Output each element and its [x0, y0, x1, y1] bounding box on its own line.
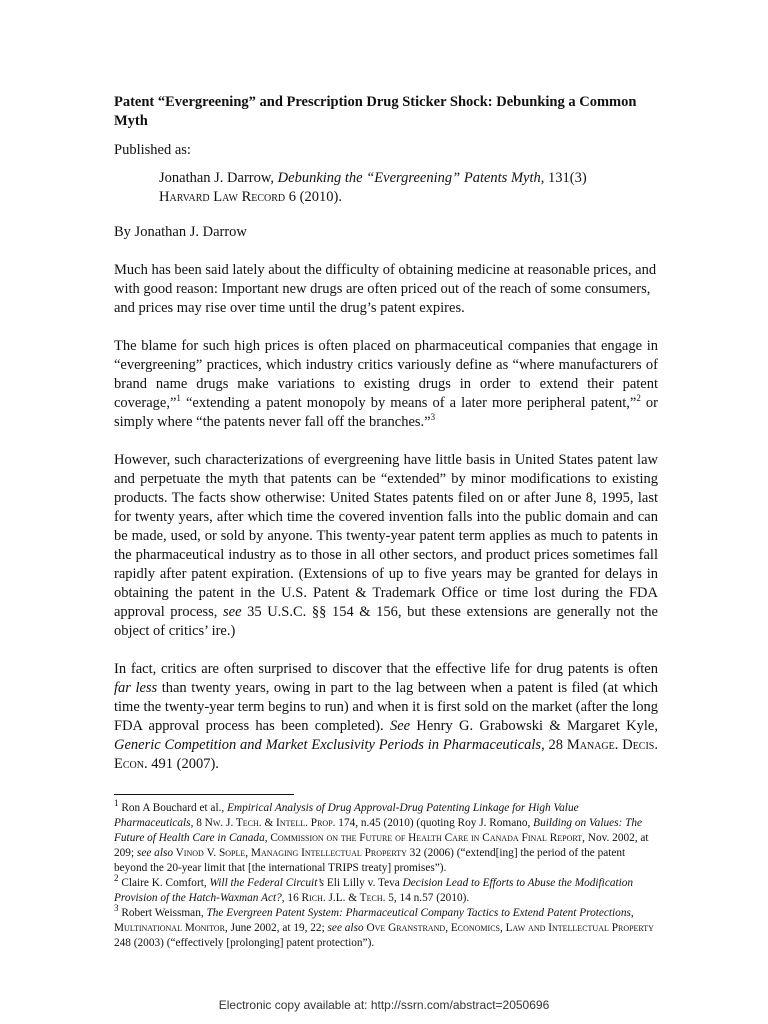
footnote-divider	[114, 794, 294, 795]
paragraph-1: Much has been said lately about the difficulty of obtaining medicine at reasonable prices, and with good reason: Important new drugs are often priced out of the reach of some consumers, and prices may rise over time until the drug’s patent expires.	[114, 262, 657, 316]
ssrn-footer: Electronic copy available at: http://ssrn.com/abstract=2050696	[218, 998, 550, 1012]
footnote-ref-3[interactable]: 3	[430, 412, 436, 423]
paragraph-2: The blame for such high prices is often placed on pharmaceutical companies that engage in “evergreening” practices, which industry critics variously define as “where manufacturers of brand name drugs make variations to existing drugs in order to extend their patent coverage,”$^1$ “extending a patent monopoly by means of a later more peripheral patent,”$^2$ or simply where “the patents never fall off the branches.”$^3$	[114, 338, 658, 430]
document-page	[114, 93, 658, 951]
paper-title: Patent “Evergreening” and Prescription Drug Sticker Shock: Debunking a Common Myth	[114, 94, 637, 129]
citation: Jonathan J. Darrow, Debunking the “Evergreening” Patents Myth, 131(3) Harvard Law Record 6 (2010).	[159, 170, 587, 205]
published-label: Published as:	[114, 142, 191, 158]
paragraph-4: In fact, critics are often surprised to discover that the effective life for drug patents is often far less than twenty years, owing in part to the lag between when a patent is filed (at which time the twenty-year term begins to run) and when it is first sold on the market (after the long FDA approval process has been completed). See Henry G. Grabowski & Margaret Kyle, Generic Competition and Market Exclusivity Periods in Pharmaceuticals, 28 Manage. Decis. Econ. 491 (2007).	[114, 661, 659, 772]
byline: By Jonathan J. Darrow	[114, 224, 247, 240]
footnote-ref-1[interactable]: 1	[176, 393, 181, 404]
footnote-ref-2[interactable]: 2	[636, 393, 641, 404]
footnote-3: $^3$ Robert Weissman, The Evergreen Patent System: Pharmaceutical Company Tactics to Extend Patent Protections, Multinational Monitor, June 2002, at 19, 22; see also Ove Granstrand, Economics, Law and Intellectual Property 248 (2003) (“effectively [prolonging] patent protection”).	[114, 903, 654, 949]
footnote-1: $^1$ Ron A Bouchard et al., Empirical Analysis of Drug Approval-Drug Patenting Linkage for High Value Pharmaceuticals, 8 Nw. J. Tech. & Intell. Prop. 174, n.45 (2010) (quoting Roy J. Romano, Building on Values: The Future of Health Care in Canada, Commission on the Future of Health Care in Canada Final Report, Nov. 2002, at 209; see also Vinod V. Sople, Managing Intellectual Property 32 (2006) (“extend[ing] the period of the patent beyond the 20-year limit that [the international TRIPS treaty] promises”).	[114, 798, 649, 874]
footnote-2: $^2$ Claire K. Comfort, Will the Federal Circuit’s Eli Lilly v. Teva Decision Lead to Efforts to Abuse the Modification Provision of the Hatch-Waxman Act?, 16 Rich. J.L. & Tech. 5, 14 n.57 (2010).	[114, 873, 634, 904]
paragraph-3: However, such characterizations of evergreening have little basis in United States patent law and perpetuate the myth that patents can be “extended” by minor modifications to existing products. The facts show otherwise: United States patents filed on or after June 8, 1995, last for twenty years, after which time the covered invention falls into the public domain and can be made, used, or sold by anyone. This twenty-year patent term applies as much to patents in the pharmaceutical industry as to those in all other sectors, and product prices sometimes fall rapidly after patent expiration. (Extensions of up to five years may be granted for delays in obtaining the patent in the U.S. Patent & Trademark Office or time lost during the FDA approval process, see 35 U.S.C. §§ 154 & 156, but these extensions are generally not the object of critics’ ire.)	[114, 452, 658, 639]
